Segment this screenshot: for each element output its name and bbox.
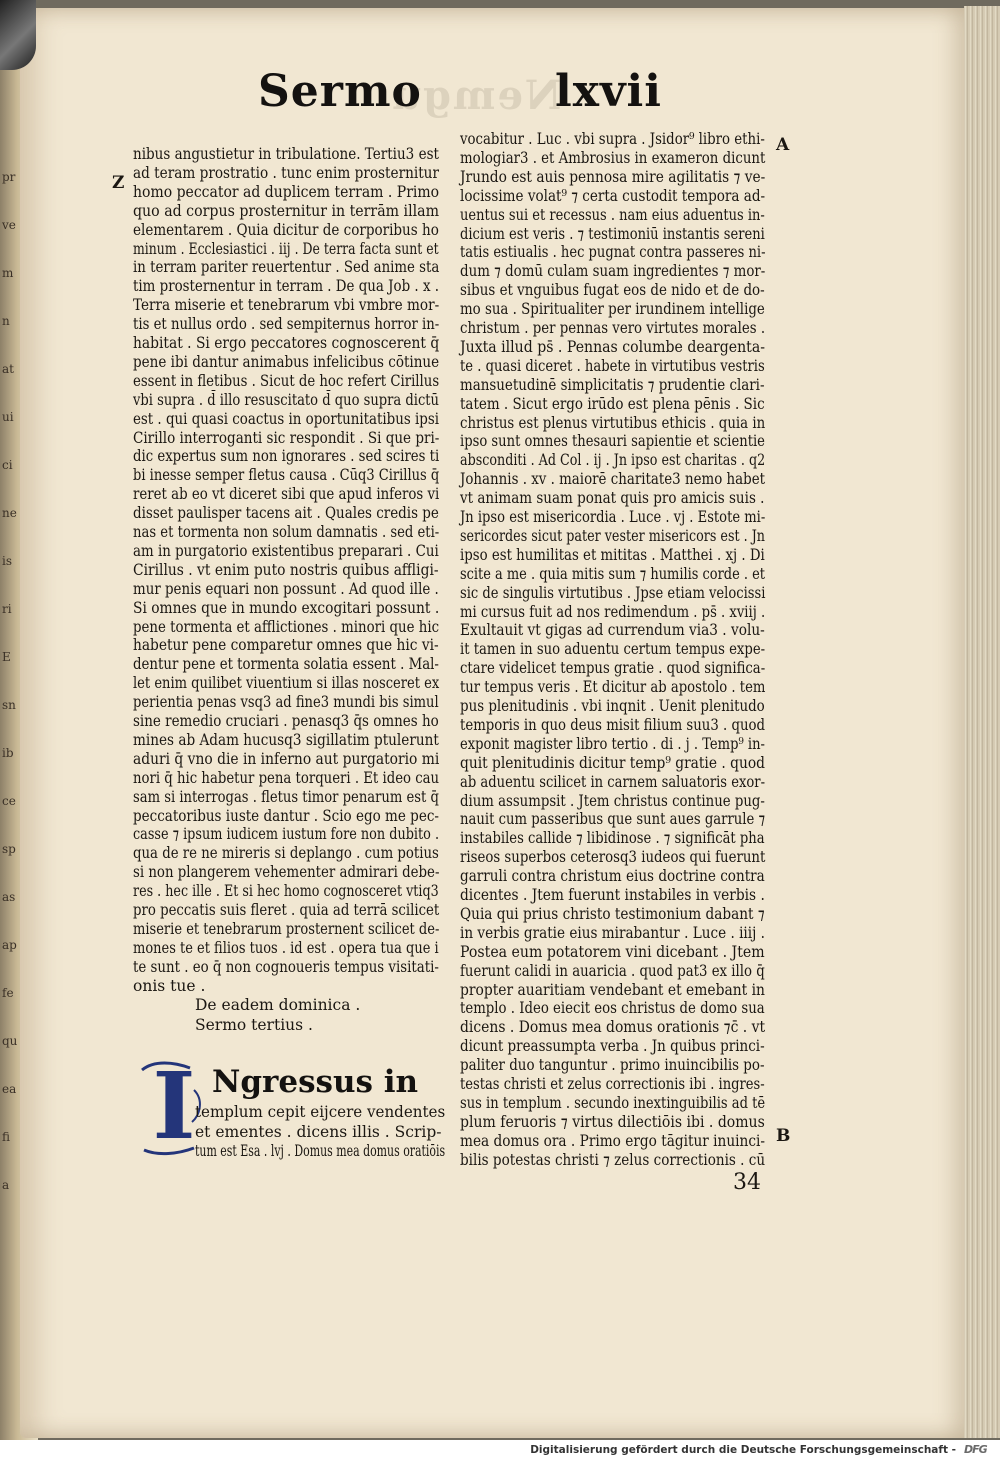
text-line: miserie et tenebrarum prosternent scilicet de- [133,919,440,938]
left-page-fragment: as [2,890,16,904]
text-line: mologiar3 . et Ambrosius in exameron dicunt [460,148,766,167]
text-line: pene tormenta et afflictiones . minori que hic [133,617,440,636]
text-line: mines ab Adam hucusq3 sigillatim ptulerunt [133,730,439,749]
left-page-fragment: n [2,314,10,328]
text-line: homo peccator ad duplicem terram . Primo [133,182,440,201]
text-line: templum cepit eijcere vendentes [195,1103,446,1121]
left-page-fragment: ui [2,410,14,424]
text-line: et ementes . dicens illis . Scrip- [195,1122,442,1141]
initial-letter: I [152,1052,196,1160]
text-line: vbi supra . d̄ illo resuscitato d̄ quo supra dictū [133,390,439,409]
text-line: res . hec ille . Et si hec homo cognosceret vtiq3 [133,882,439,901]
text-line: tatis estiualis . hec pugnat contra passeres ni- [460,243,766,262]
text-line: vocabitur . Luc . vbi supra . Jsidor⁹ libro ethi- [460,130,765,148]
text-line: dicunt preassumpta verba . Jn quibus princi- [460,1037,765,1056]
text-line: it tamen in suo aduentu certum tempus expe- [460,640,766,659]
text-line: ctare videlicet tempus gratie . quod significa- [460,659,766,678]
text-line: nibus angustietur in tribulatione. Tertiu3 est [133,145,439,163]
text-line: pus plenitudinis . vbi inqnit . Uenit plenitudo [460,697,765,715]
text-line: dentur pene et tormenta solatia essent . Mal- [133,655,439,674]
left-page-fragment: ri [2,602,12,616]
book-clip [0,0,36,70]
left-page-fragment: fe [2,986,14,1000]
text-line: am in purgatorio existentibus preparari . Cui [133,541,439,560]
text-line: uentus sui et recessus . nam eius aduentus in- [460,205,765,224]
text-line: ad teram prostratio . tunc enim prosternitur [133,163,439,182]
text-line: sine remedio cruciari . penasq3 q̄s omnes ho [133,712,439,730]
left-page-fragment: fi [2,1130,11,1144]
text-line: Terra miserie et tenebrarum vbi vmbre mor- [133,296,440,315]
text-line: templo . Ideo eiecit eos christus de domo sua [460,999,765,1018]
text-line: Postea eum potatorem vini dicebant . Jtem [460,942,765,961]
text-line: testas christi et zelus correctionis ibi . ingres- [460,1075,765,1093]
text-line: paliter duo tanguntur . primo inuincibilis po- [460,1056,765,1075]
text-line: Cirillus . vt enim puto nostris quibus affligi- [133,560,439,579]
show-through-header: Nemgu [390,72,562,119]
text-line: christum . per pennas vero virtutes morales . [460,319,766,337]
text-line: in verbis gratie eius mirabantur . Luce . iiij . [460,923,765,942]
left-page-fragment: m [2,266,14,280]
left-page-fragment: ne [2,506,17,520]
left-page-fragment: sn [2,698,16,712]
text-line: in terram pariter reuertentur . Sed anime sta [133,258,440,277]
text-line: tatem . Sicut ergo irūdo est plena pēnis . Sic [460,394,765,413]
text-line: christus est plenus virtutibus ethicis . quia in [460,413,766,432]
text-line: bilis potestas christi ⁊ zelus correctionis . cū [460,1150,766,1169]
left-page-fragment: ea [2,1082,17,1096]
footer-credit: Digitalisierung gefördert durch die Deutsche Forschungsgemeinschaft - [530,1444,956,1456]
text-line: Juxta illud ps̄ . Pennas columbe deargenta- [460,337,766,356]
folio-number: 34 [733,1170,761,1195]
text-line: reret ab eo vt diceret sibi que apud inferos vi [133,485,440,504]
left-page-fragment: ap [2,938,17,952]
text-line: sibus et vnguibus fugat eos de nido et de do- [460,281,765,300]
text-line: temporis in quo deus misit filium suu3 . quod [460,715,766,734]
text-line: sericordes sicut pater vester misericors est . Jn [460,526,765,545]
text-line: Si omnes que in mundo excogitari possunt . [133,598,440,617]
text-line: te sunt . eo q̄ non cognoueris tempus visitati- [133,957,439,976]
text-line: sam si interrogas . fletus timor penarum est q̄ [133,787,439,806]
text-line: instabiles callide ⁊ libidinose . ⁊ significāt pha [460,829,765,848]
text-line: nauit cum passeribus que sunt aues garrule ⁊ [460,810,766,829]
text-line: absconditi . Ad Col . ij . Jn ipso est charitas . q2 [460,451,766,470]
text-line: qua de re ne mireris si deplango . cum potius [133,844,439,863]
text-line: ipso est humilitas et mititas . Matthei . xj . Di [460,545,765,564]
subheading-line-2: Sermo tertius . [195,1016,313,1034]
left-page-fragment: pr [2,170,16,184]
dfg-logo: DFG [964,1443,987,1456]
text-line: mur penis equari non possunt . Ad quod ille . [133,579,439,598]
text-line: mea domus ora . Primo ergo tāgitur inuinci- [460,1131,765,1150]
left-page-fragment: qu [2,1034,18,1048]
text-line: dic expertus sum non ignorares . sed scires ti [133,447,440,466]
left-page-fragment: ci [2,458,13,472]
text-line: est . qui quasi coactus in oportunitatibus ipsi [133,409,440,428]
text-line: habitat . Si ergo peccatores cognoscerent q̄ [133,334,440,352]
text-line: dicens . Domus mea domus orationis ⁊c̄ . vt [460,1018,766,1037]
text-line: si non plangerem vehementer admirari debe- [133,863,440,882]
text-line: habetur pene comparetur omnes que hic vi- [133,636,439,655]
incipit-heading: Ngressus in [212,1064,419,1100]
text-line: sus in templum . secundo inextinguibilis ad tē [460,1093,766,1112]
text-line: fuerunt calidi in auaricia . quod pat3 ex illo q̄ [460,961,765,980]
text-line: mo sua . Spiritualiter per irundinem intellige [460,300,765,319]
text-line: mi cursus fuit ad nos redimendum . ps̄ . xviij . [460,602,766,621]
text-line: mones te et filios tuos . id est . opera tua que i [133,938,439,957]
text-line: ab aduentu scilicet in carnem saluatoris exor- [460,772,766,791]
text-line: bi inesse semper fletus causa . Cūq3 Cirillus q̄ [133,466,440,485]
left-page-fragment: ve [2,218,16,232]
text-line: elementarem . Quia dicitur de corporibus ho [133,220,439,239]
text-line: pene ibi dantur animabus infelicibus cōtinue [133,352,440,371]
text-line: nori q̄ hic habetur pena torqueri . Et ideo cau [133,768,440,787]
text-line: minum . Ecclesiastici . iij . De terra facta sunt et [133,239,439,258]
left-page-fragment: sp [2,842,16,856]
margin-letter-b: B [776,1126,791,1146]
text-line: garruli contra christum eius doctrine contra [460,867,765,886]
text-line: Quia qui prius christo testimonium dabant ⁊ [460,904,765,923]
text-line: dicentes . Jtem fuerunt instabiles in verbis . [460,886,765,904]
text-line: dum ⁊ domū culam suam ingredientes ⁊ mor- [460,262,766,281]
text-line: tis et nullus ordo . sed sempiternus horror in- [133,315,440,334]
text-line: casse ⁊ ipsum iudicem iustum fore non dubito . [133,825,440,844]
text-line: dium assumpsit . Jtem christus continue pug- [460,791,765,810]
left-page-fragment: at [2,362,14,376]
text-line: pro peccatis suis fleret . quia ad terrā scilicet [133,901,440,919]
text-line: mansuetudinē simplicitatis ⁊ prudentie clari- [460,375,765,394]
text-line: essent in fletibus . Sicut de hoc refert Cirillus [133,371,440,390]
page-edge-stack [964,6,1000,1438]
subheading-line-1: De eadem dominica . [195,996,361,1014]
margin-letter-z: Z [112,173,125,193]
text-line: disset paulisper tacens ait . Quales credis pe [133,504,439,523]
text-line: riseos superbos ceterosq3 iudeos qui fuerunt [460,848,766,867]
text-line: sic de singulis virtutibus . Jpse etiam velocissi [460,583,766,602]
text-line: vt animam suam ponat quis pro amicis suis . [460,489,765,508]
text-line: Exultauit vt gigas ad currendum via3 . volu- [460,621,765,640]
text-line: onis tue . [133,976,206,995]
text-line: locissime volat⁹ ⁊ certa custodit tempora ad- [460,186,766,205]
left-page-fragment: a [2,1178,10,1192]
running-head-right: lxvii [555,66,662,117]
text-line: aduri q̄ vno die in inferno aut purgatorio mi [133,749,440,768]
text-line: tum est Esa . lvj . Domus mea domus oratiōis [195,1142,446,1160]
text-line: Jrundo est auis pennosa mire agilitatis ⁊ ve- [460,167,766,186]
text-line: tim prosternentur in terram . De qua Job . x . [133,277,440,296]
left-page-fragment: is [2,554,12,568]
text-line: plum feruoris ⁊ virtus dilectiōis ibi . domus [460,1112,765,1131]
text-line: Jn ipso est misericordia . Luce . vj . Estote mi- [460,508,766,526]
text-line: nas et tormenta non solum damnatis . sed eti- [133,523,440,541]
left-page-fragment: ib [2,746,14,760]
text-line: exponit magister libro tertio . di . j . Temp⁹ in- [460,734,765,753]
footer-bar [0,1440,1000,1465]
text-line: Johannis . xv . maiorē charitate3 nemo habet [460,470,766,489]
text-line: te . quasi diceret . habete in virtutibus vestris [460,356,765,375]
text-line: quo ad corpus prosternitur in terrām illam [133,201,439,220]
text-line: dicium est veris . ⁊ testimoniū instantis sereni [460,224,765,243]
text-line: Cirillo interroganti sic respondit . Si que pri- [133,428,440,447]
left-page-fragment: E [2,650,11,664]
text-line: propter auaritiam vendebant et emebant in [460,980,765,999]
text-line: ipso sunt omnes thesauri sapientie et scientie [460,432,765,451]
text-line: peccatoribus iuste dantur . Scio ego me pec- [133,806,439,825]
text-line: perientia penas vsq3 ad fine3 mundi bis simul [133,693,439,712]
margin-letter-a: A [776,135,790,155]
running-head-left: Sermo [258,66,422,117]
text-line: scite a me . quia mitis sum ⁊ humilis corde . et [460,564,765,583]
left-page-fragment: ce [2,794,16,808]
text-line: quit plenitudinis dicitur temp⁹ gratie . quod [460,753,765,772]
text-line: tur tempus veris . Et dicitur ab apostolo . tem [460,678,766,697]
text-line: let enim quilibet viuentium si illas nosceret ex [133,674,440,693]
